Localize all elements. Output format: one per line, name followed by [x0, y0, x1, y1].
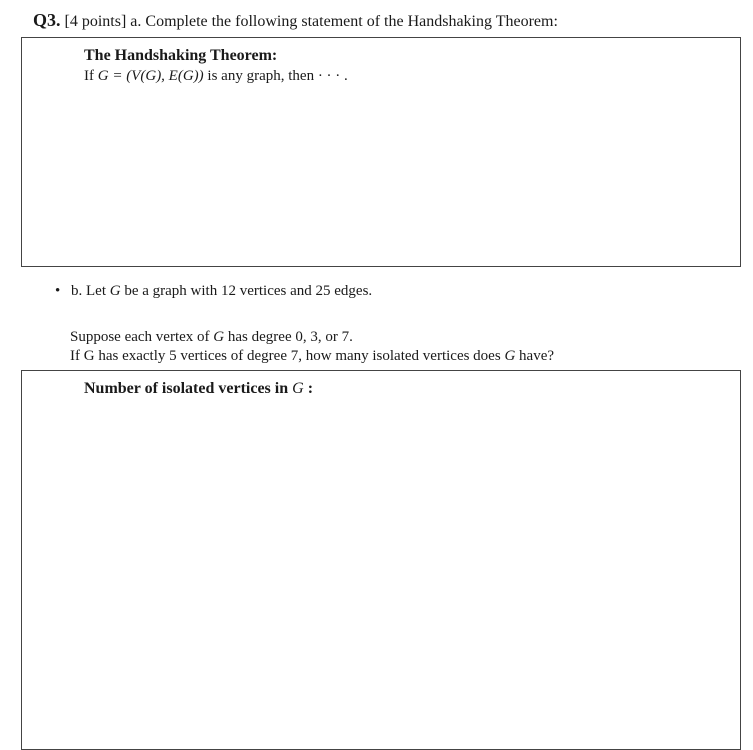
question-header [33, 9, 558, 33]
line2-prefix: If G has exactly 5 vertices of degree 7, how many isolated vertices does [70, 348, 505, 364]
statement-suffix: is any graph, then · · · . [203, 68, 348, 84]
line1-var: G [213, 329, 225, 345]
statement-math: G = (V(G), E(G)) [97, 68, 204, 84]
part-a-prompt: a. Complete the following statement of the Handshaking Theorem: [130, 13, 558, 30]
statement-prefix: If [84, 68, 98, 84]
part-b-intro-suffix: be a graph with 12 vertices and 25 edges. [120, 283, 373, 299]
part-b-line-1 [70, 327, 353, 347]
theorem-heading: The Handshaking Theorem: [84, 47, 278, 64]
line2-suffix: have? [515, 348, 555, 364]
part-b-intro-prefix: b. Let [71, 283, 110, 299]
answer-heading-suffix: : [303, 380, 314, 397]
answer-box-a[interactable] [21, 37, 741, 267]
line2-var: G [504, 348, 516, 364]
part-b-intro-var: G [109, 283, 121, 299]
line1-suffix: has degree 0, 3, or 7. [224, 329, 353, 345]
answer-box-b[interactable] [21, 370, 741, 750]
answer-heading-var: G [292, 380, 304, 397]
question-points: [4 points] [64, 13, 127, 30]
part-b-line-2 [70, 346, 554, 366]
line1-prefix: Suppose each vertex of [70, 329, 214, 345]
theorem-statement [84, 66, 348, 86]
part-b-intro [55, 281, 372, 301]
bullet: • [55, 283, 61, 299]
question-number: Q3. [33, 10, 61, 30]
answer-heading-prefix: Number of isolated vertices in [84, 380, 293, 397]
answer-heading [84, 379, 313, 399]
